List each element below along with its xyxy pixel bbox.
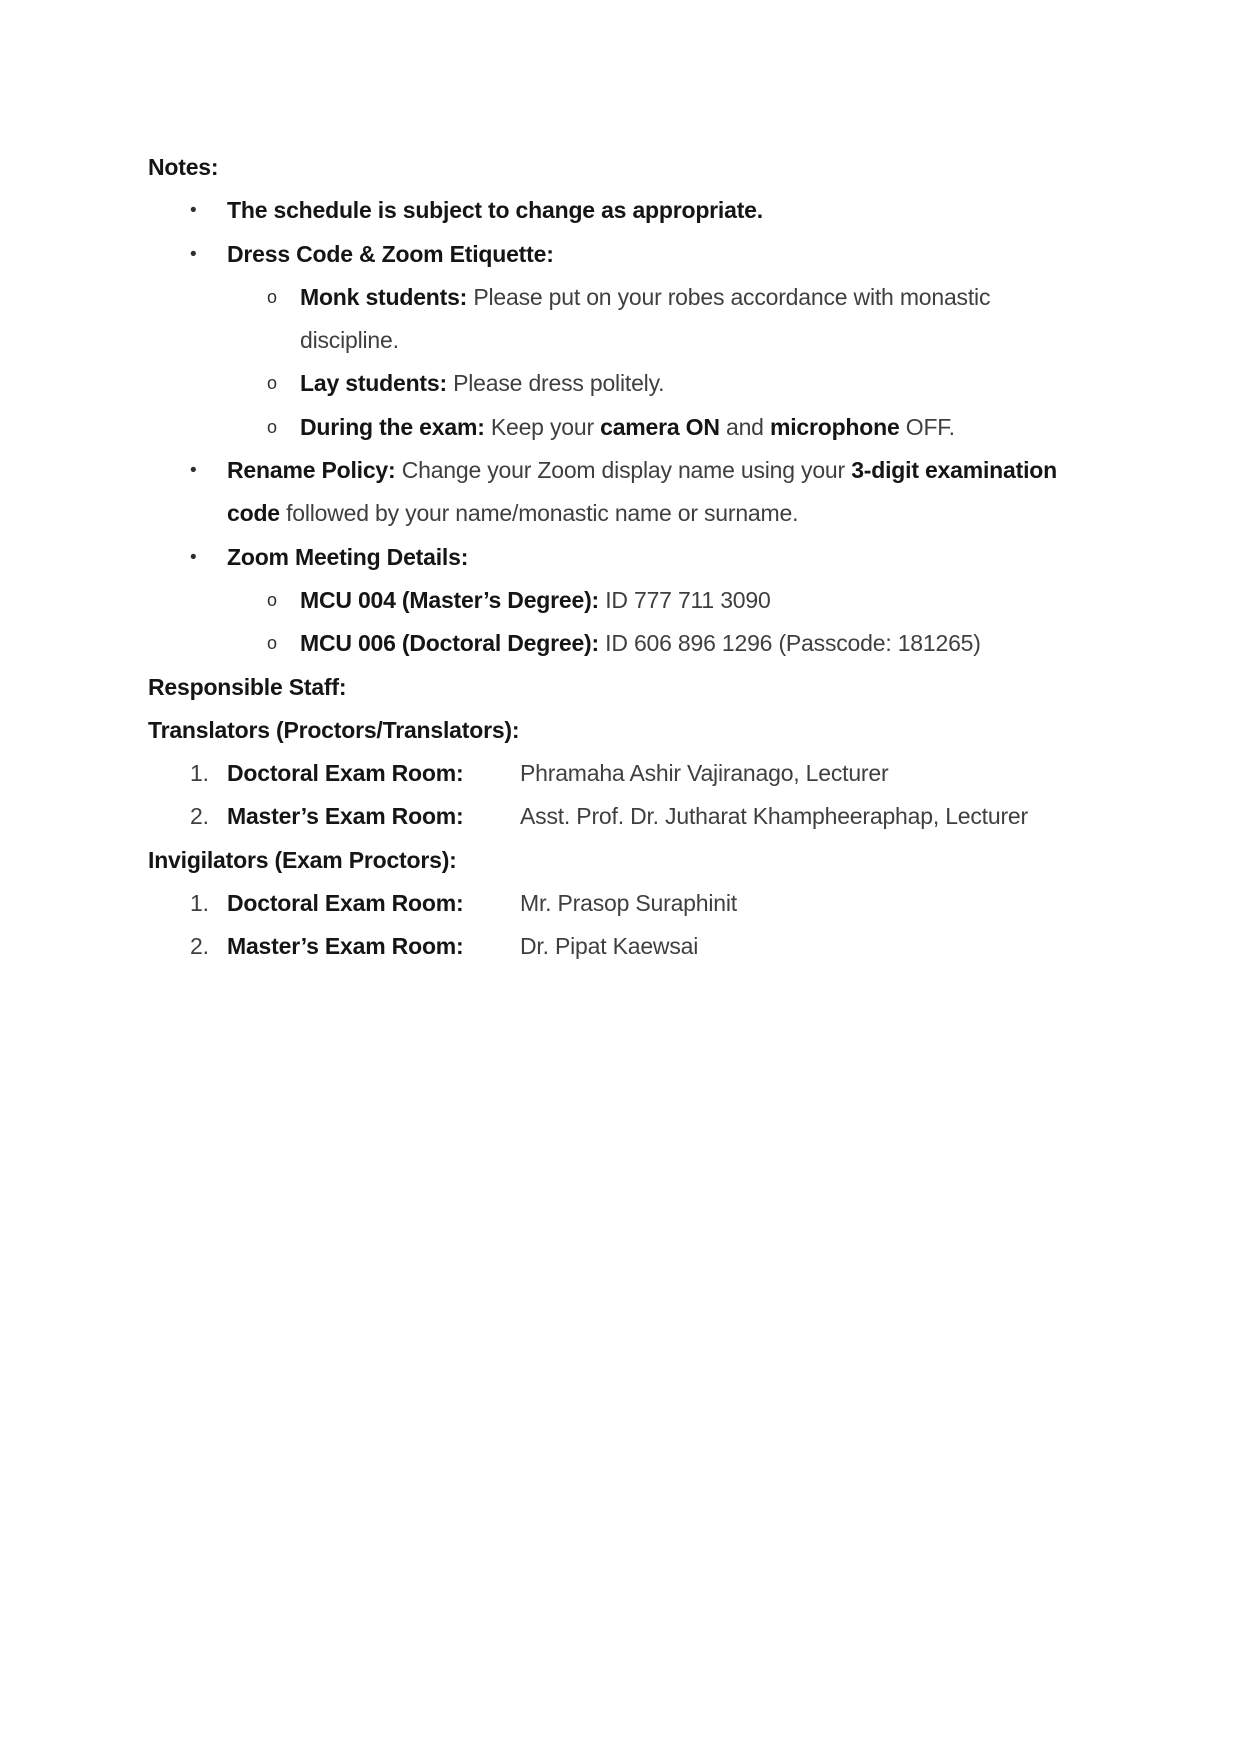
- person-name: Asst. Prof. Dr. Jutharat Khampheeraphap, Lecturer: [520, 803, 1028, 830]
- heading-text: Translators (Proctors/Translators):: [148, 716, 520, 743]
- note-item-mcu-006: [148, 622, 1208, 665]
- row-number: 2.: [190, 933, 209, 960]
- translator-row-masters: [148, 795, 1208, 838]
- note-label: During the exam:: [300, 413, 485, 440]
- note-text-continued: discipline.: [300, 327, 399, 354]
- note-text: Please put on your robes accordance with monastic: [467, 283, 991, 310]
- row-number: 1.: [190, 760, 209, 787]
- note-item-monk-students: [148, 276, 1208, 363]
- invigilator-row-masters: [148, 925, 1208, 968]
- circle-bullet-icon: o: [267, 286, 277, 307]
- note-text: and: [719, 413, 770, 440]
- role-label: Master’s Exam Room:: [227, 933, 464, 960]
- note-text: Change your Zoom display name using your: [395, 457, 852, 484]
- role-label: Doctoral Exam Room:: [227, 890, 464, 917]
- role-label: Doctoral Exam Room:: [227, 760, 464, 787]
- bullet-icon: •: [190, 243, 197, 265]
- circle-bullet-icon: o: [267, 416, 277, 437]
- note-text: OFF.: [899, 413, 955, 440]
- role-label-wrap: [227, 925, 520, 968]
- note-text-continued: followed by your name/monastic name or surname.: [279, 500, 799, 527]
- translator-row-doctoral: [148, 752, 1208, 795]
- bullet-icon: •: [190, 200, 197, 222]
- note-label: Rename Policy:: [227, 457, 396, 484]
- note-emphasis-camera: camera ON: [600, 413, 720, 440]
- invigilator-row-doctoral: [148, 882, 1208, 925]
- person-name: Dr. Pipat Kaewsai: [520, 933, 699, 960]
- note-item-rename-policy: [148, 449, 1208, 536]
- note-text: The schedule is subject to change as appropriate.: [227, 197, 763, 224]
- translators-heading: [148, 709, 1208, 752]
- document-body: [148, 146, 1208, 969]
- row-number: 1.: [190, 890, 209, 917]
- note-text: Keep your: [484, 413, 601, 440]
- person-name: Phramaha Ashir Vajiranago, Lecturer: [520, 760, 889, 787]
- note-label: Lay students:: [300, 370, 447, 397]
- bullet-icon: •: [190, 460, 197, 482]
- responsible-staff-heading: [148, 666, 1208, 709]
- note-emphasis-code-continued: code: [227, 500, 280, 527]
- note-label: Monk students:: [300, 283, 468, 310]
- role-label-wrap: [227, 795, 520, 838]
- meeting-id: ID 777 711 3090: [599, 586, 771, 613]
- note-item-mcu-004: [148, 579, 1208, 622]
- invigilators-heading: [148, 839, 1208, 882]
- note-text: Please dress politely.: [446, 370, 665, 397]
- role-label-wrap: [227, 752, 520, 795]
- note-item-schedule: [148, 189, 1208, 232]
- note-item-zoom-details: [148, 536, 1208, 579]
- heading-text: Responsible Staff:: [148, 673, 347, 700]
- row-number: 2.: [190, 803, 209, 830]
- person-name: Mr. Prasop Suraphinit: [520, 890, 737, 917]
- role-label-wrap: [227, 882, 520, 925]
- bullet-icon: •: [190, 546, 197, 568]
- circle-bullet-icon: o: [267, 589, 277, 610]
- notes-heading-text: Notes:: [148, 154, 219, 180]
- note-item-during-exam: [148, 406, 1208, 449]
- circle-bullet-icon: o: [267, 633, 277, 654]
- note-item-dress-code: [148, 233, 1208, 276]
- heading-text: Invigilators (Exam Proctors):: [148, 846, 457, 873]
- note-emphasis-microphone: microphone: [769, 413, 900, 440]
- note-text: Dress Code & Zoom Etiquette:: [227, 240, 554, 267]
- note-emphasis-code: 3-digit examination: [851, 457, 1057, 484]
- note-item-lay-students: [148, 362, 1208, 405]
- circle-bullet-icon: o: [267, 373, 277, 394]
- meeting-label: MCU 006 (Doctoral Degree):: [300, 630, 599, 657]
- meeting-id: ID 606 896 1296 (Passcode: 181265): [598, 630, 981, 657]
- notes-heading: [148, 146, 1208, 189]
- role-label: Master’s Exam Room:: [227, 803, 464, 830]
- meeting-label: MCU 004 (Master’s Degree):: [300, 586, 600, 613]
- note-text: Zoom Meeting Details:: [227, 543, 469, 570]
